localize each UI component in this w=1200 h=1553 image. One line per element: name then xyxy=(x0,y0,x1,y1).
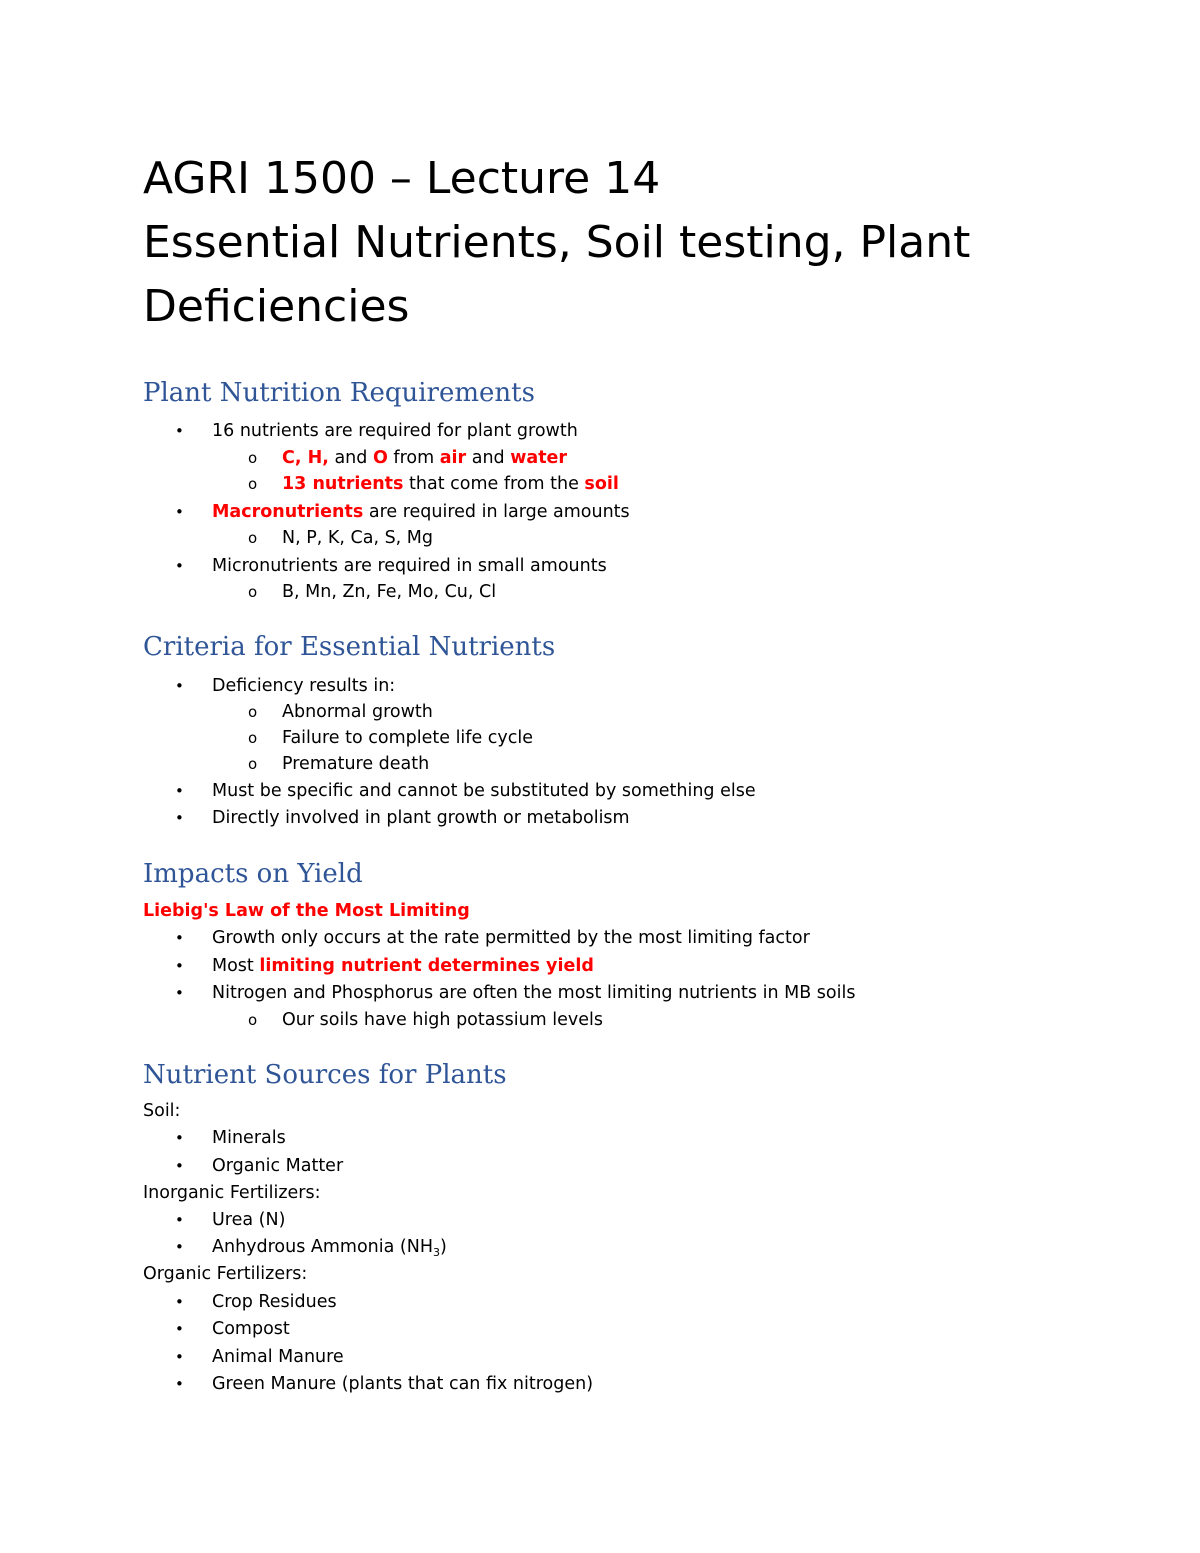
law-title: Liebig's Law of the Most Limiting xyxy=(143,901,470,921)
list-item xyxy=(175,674,395,698)
list-item-text: Compost xyxy=(212,1319,290,1339)
list-item xyxy=(175,554,607,578)
list-item-text: Anhydrous Ammonia (NH xyxy=(212,1237,433,1257)
sub-list-item xyxy=(248,726,533,750)
list-item xyxy=(175,779,756,803)
sub-list-item xyxy=(248,700,433,724)
list-item-text: and xyxy=(466,448,511,468)
list-item-text: B, Mn, Zn, Fe, Mo, Cu, Cl xyxy=(282,582,497,602)
bullet-glyph: • xyxy=(175,1293,184,1311)
organic-fertilizers-label: Organic Fertilizers: xyxy=(143,1264,308,1284)
list-item-text: 16 nutrients are required for plant growth xyxy=(212,421,578,441)
sub-list-item xyxy=(248,472,619,496)
sub-list-item xyxy=(248,752,429,776)
list-item-text: Green Manure (plants that can fix nitrogen) xyxy=(212,1374,594,1394)
list-item-text: Urea (N) xyxy=(212,1210,286,1230)
bullet-glyph: • xyxy=(175,1348,184,1366)
sub-bullet-glyph: o xyxy=(248,529,258,547)
bullet-glyph: • xyxy=(175,557,184,575)
sub-bullet-glyph: o xyxy=(248,1011,258,1029)
document-title-line-2: Essential Nutrients, Soil testing, Plant xyxy=(143,217,971,268)
bullet-glyph: • xyxy=(175,1157,184,1175)
emphasis-text: O xyxy=(372,448,388,468)
list-item-text: and xyxy=(328,448,373,468)
list-item xyxy=(175,1126,286,1150)
section-heading-nutrient-sources: Nutrient Sources for Plants xyxy=(143,1060,507,1090)
list-item xyxy=(175,1345,344,1369)
bullet-glyph: • xyxy=(175,984,184,1002)
emphasis-text: air xyxy=(439,448,467,468)
emphasis-text: 13 nutrients xyxy=(282,474,404,494)
list-item-text: Animal Manure xyxy=(212,1347,344,1367)
list-item xyxy=(175,500,630,524)
soil-label: Soil: xyxy=(143,1101,181,1121)
bullet-glyph: • xyxy=(175,1211,184,1229)
sub-bullet-glyph: o xyxy=(248,583,258,601)
sub-bullet-glyph: o xyxy=(248,475,258,493)
bullet-glyph: • xyxy=(175,809,184,827)
list-item-text: Growth only occurs at the rate permitted by the most limiting factor xyxy=(212,928,810,948)
bullet-glyph: • xyxy=(175,422,184,440)
section-heading-impacts-on-yield: Impacts on Yield xyxy=(143,859,363,889)
bullet-glyph: • xyxy=(175,957,184,975)
bullet-glyph: • xyxy=(175,1375,184,1393)
list-item-text: Organic Matter xyxy=(212,1156,344,1176)
emphasis-text: soil xyxy=(584,474,619,494)
list-item xyxy=(175,1154,343,1178)
bullet-glyph: • xyxy=(175,1320,184,1338)
sub-list-item xyxy=(248,580,496,604)
sub-list-item xyxy=(248,1008,603,1032)
list-item-text: Directly involved in plant growth or metabolism xyxy=(212,808,630,828)
bullet-glyph: • xyxy=(175,782,184,800)
list-item xyxy=(175,419,578,443)
list-item-text: Premature death xyxy=(282,754,430,774)
inorganic-fertilizers-label: Inorganic Fertilizers: xyxy=(143,1183,321,1203)
bullet-glyph: • xyxy=(175,503,184,521)
list-item-text: Our soils have high potassium levels xyxy=(282,1010,603,1030)
section-heading-criteria: Criteria for Essential Nutrients xyxy=(143,632,556,662)
sub-bullet-glyph: o xyxy=(248,703,258,721)
bullet-glyph: • xyxy=(175,677,184,695)
list-item-text: Failure to complete life cycle xyxy=(282,728,534,748)
list-item xyxy=(175,926,810,950)
list-item-text: ) xyxy=(440,1237,447,1257)
list-item xyxy=(175,1317,290,1341)
list-item xyxy=(175,1208,285,1232)
emphasis-text: limiting nutrient determines yield xyxy=(259,956,594,976)
list-item-text: Abnormal growth xyxy=(282,702,433,722)
document-title-line-3: Deficiencies xyxy=(143,281,410,332)
list-item-text: N, P, K, Ca, S, Mg xyxy=(282,528,434,548)
list-item xyxy=(175,954,594,978)
sub-list-item xyxy=(248,526,433,550)
sub-list-item xyxy=(248,446,567,470)
list-item-text: from xyxy=(387,448,440,468)
sub-bullet-glyph: o xyxy=(248,729,258,747)
emphasis-text: C, H, xyxy=(282,448,329,468)
subscript-text: 3 xyxy=(433,1246,440,1259)
list-item xyxy=(175,1235,447,1259)
list-item-text: Minerals xyxy=(212,1128,286,1148)
bullet-glyph: • xyxy=(175,1238,184,1256)
list-item xyxy=(175,1290,337,1314)
emphasis-text: Macronutrients xyxy=(212,502,364,522)
list-item-text: Most xyxy=(212,956,260,976)
list-item xyxy=(175,806,630,830)
list-item xyxy=(175,981,855,1005)
list-item-text: are required in large amounts xyxy=(363,502,630,522)
section-heading-plant-nutrition: Plant Nutrition Requirements xyxy=(143,378,535,408)
list-item-text: Deficiency results in: xyxy=(212,676,396,696)
list-item-text: Must be specific and cannot be substituted by something else xyxy=(212,781,756,801)
list-item xyxy=(175,1372,593,1396)
list-item-text: Micronutrients are required in small amounts xyxy=(212,556,607,576)
list-item-text: Nitrogen and Phosphorus are often the most limiting nutrients in MB soils xyxy=(212,983,856,1003)
sub-bullet-glyph: o xyxy=(248,449,258,467)
sub-bullet-glyph: o xyxy=(248,755,258,773)
list-item-text: that come from the xyxy=(403,474,585,494)
document-title-line-1: AGRI 1500 – Lecture 14 xyxy=(143,153,661,204)
emphasis-text: water xyxy=(510,448,568,468)
bullet-glyph: • xyxy=(175,929,184,947)
bullet-glyph: • xyxy=(175,1129,184,1147)
list-item-text: Crop Residues xyxy=(212,1292,337,1312)
